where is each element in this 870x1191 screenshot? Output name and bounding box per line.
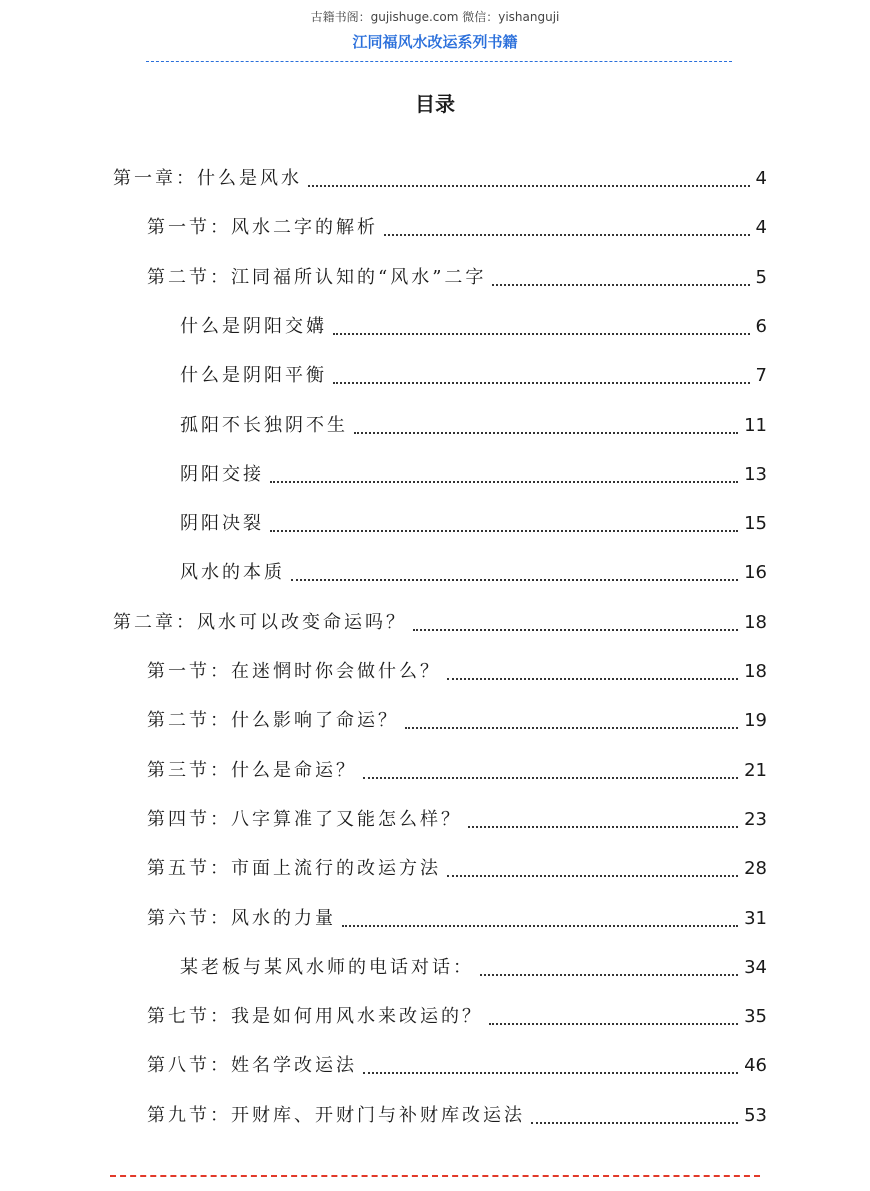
toc-entry-title: 风水的本质 [180, 562, 285, 583]
toc-entry[interactable] [147, 1048, 767, 1084]
toc-entry-page: 23 [744, 809, 767, 830]
toc-entry-page: 19 [744, 710, 767, 731]
toc-entry[interactable] [113, 605, 767, 641]
toc-entry[interactable] [147, 802, 767, 838]
toc-dot-leader [291, 579, 738, 581]
toc-entry-page: 28 [744, 858, 767, 879]
series-title: 江同福风水改运系列书籍 [352, 33, 518, 51]
toc-entry-title: 第二章：风水可以改变命运吗？ [113, 612, 407, 633]
toc-entry-page: 21 [744, 760, 767, 781]
toc-entry-page: 6 [755, 316, 767, 337]
toc-entry-title: 第一节：在迷惘时你会做什么？ [147, 661, 441, 682]
toc-dot-leader [333, 382, 750, 384]
toc-entry-page: 4 [755, 217, 767, 238]
toc-entry[interactable] [147, 851, 767, 887]
toc-entry-page: 4 [755, 168, 767, 189]
toc-dot-leader [363, 1072, 738, 1074]
toc-entry[interactable] [147, 901, 767, 937]
toc-dot-leader [413, 629, 738, 631]
toc-entry-page: 34 [744, 957, 767, 978]
toc-entry[interactable] [180, 506, 767, 542]
toc-dot-leader [333, 333, 750, 335]
toc-entry[interactable] [180, 309, 767, 345]
toc-dot-leader [384, 234, 750, 236]
toc-entry[interactable] [147, 654, 767, 690]
toc-entry-page: 18 [744, 612, 767, 633]
toc-dot-leader [447, 678, 738, 680]
toc-entry-title: 第一章：什么是风水 [113, 168, 302, 189]
toc-heading: 目录 [415, 92, 455, 116]
toc-entry-page: 35 [744, 1006, 767, 1027]
toc-entry-page: 15 [744, 513, 767, 534]
toc-entry-title: 第四节：八字算准了又能怎么样？ [147, 809, 462, 830]
toc-entry-title: 某老板与某风水师的电话对话： [180, 957, 474, 978]
toc-entry[interactable] [180, 408, 767, 444]
toc-dot-leader [489, 1023, 738, 1025]
toc-entry-title: 孤阳不长独阴不生 [180, 415, 348, 436]
toc-entry[interactable] [147, 210, 767, 246]
toc-entry[interactable] [147, 260, 767, 296]
toc-dot-leader [480, 974, 738, 976]
toc-entry[interactable] [147, 753, 767, 789]
toc-entry-title: 第八节：姓名学改运法 [147, 1055, 357, 1076]
toc-entry[interactable] [147, 1098, 767, 1134]
toc-dot-leader [342, 925, 738, 927]
toc-entry-title: 第一节：风水二字的解析 [147, 217, 378, 238]
toc-entry-title: 第五节：市面上流行的改运方法 [147, 858, 441, 879]
toc-entry-page: 46 [744, 1055, 767, 1076]
toc-entry-page: 31 [744, 908, 767, 929]
toc-entry-page: 7 [755, 365, 767, 386]
toc-entry-title: 第二节：什么影响了命运？ [147, 710, 399, 731]
toc-entry-page: 53 [744, 1105, 767, 1126]
toc-dot-leader [531, 1122, 738, 1124]
toc-entry-title: 什么是阴阳交媾 [180, 316, 327, 337]
toc-entry-title: 什么是阴阳平衡 [180, 365, 327, 386]
toc-entry[interactable] [180, 358, 767, 394]
toc-entry-title: 阴阳交接 [180, 464, 264, 485]
toc-entry-page: 13 [744, 464, 767, 485]
toc-entry[interactable] [147, 703, 767, 739]
toc-entry-title: 第七节：我是如何用风水来改运的？ [147, 1006, 483, 1027]
toc-entry-page: 16 [744, 562, 767, 583]
toc-entry-title: 第九节：开财库、开财门与补财库改运法 [147, 1105, 525, 1126]
toc-dot-leader [405, 727, 738, 729]
toc-entry-page: 5 [755, 267, 767, 288]
footer-divider [110, 1175, 760, 1177]
toc-entry[interactable] [180, 457, 767, 493]
toc-entry-page: 11 [744, 415, 767, 436]
site-watermark-line: 古籍书阁：gujishuge.com 微信：yishanguji [310, 10, 560, 24]
toc-entry-title: 阴阳决裂 [180, 513, 264, 534]
toc-entry-title: 第三节：什么是命运？ [147, 760, 357, 781]
toc-entry[interactable] [180, 555, 767, 591]
toc-dot-leader [270, 481, 738, 483]
toc-entry-title: 第六节：风水的力量 [147, 908, 336, 929]
header-divider [146, 61, 732, 62]
toc-dot-leader [363, 777, 738, 779]
toc-entry-page: 18 [744, 661, 767, 682]
toc-dot-leader [308, 185, 750, 187]
toc-dot-leader [468, 826, 738, 828]
toc-dot-leader [354, 432, 738, 434]
toc-entry[interactable] [180, 950, 767, 986]
toc-dot-leader [447, 875, 738, 877]
toc-dot-leader [270, 530, 738, 532]
toc-entry[interactable] [113, 161, 767, 197]
toc-entry-title: 第二节：江同福所认知的“风水”二字 [147, 267, 487, 288]
toc-entry[interactable] [147, 999, 767, 1035]
toc-dot-leader [492, 284, 749, 286]
